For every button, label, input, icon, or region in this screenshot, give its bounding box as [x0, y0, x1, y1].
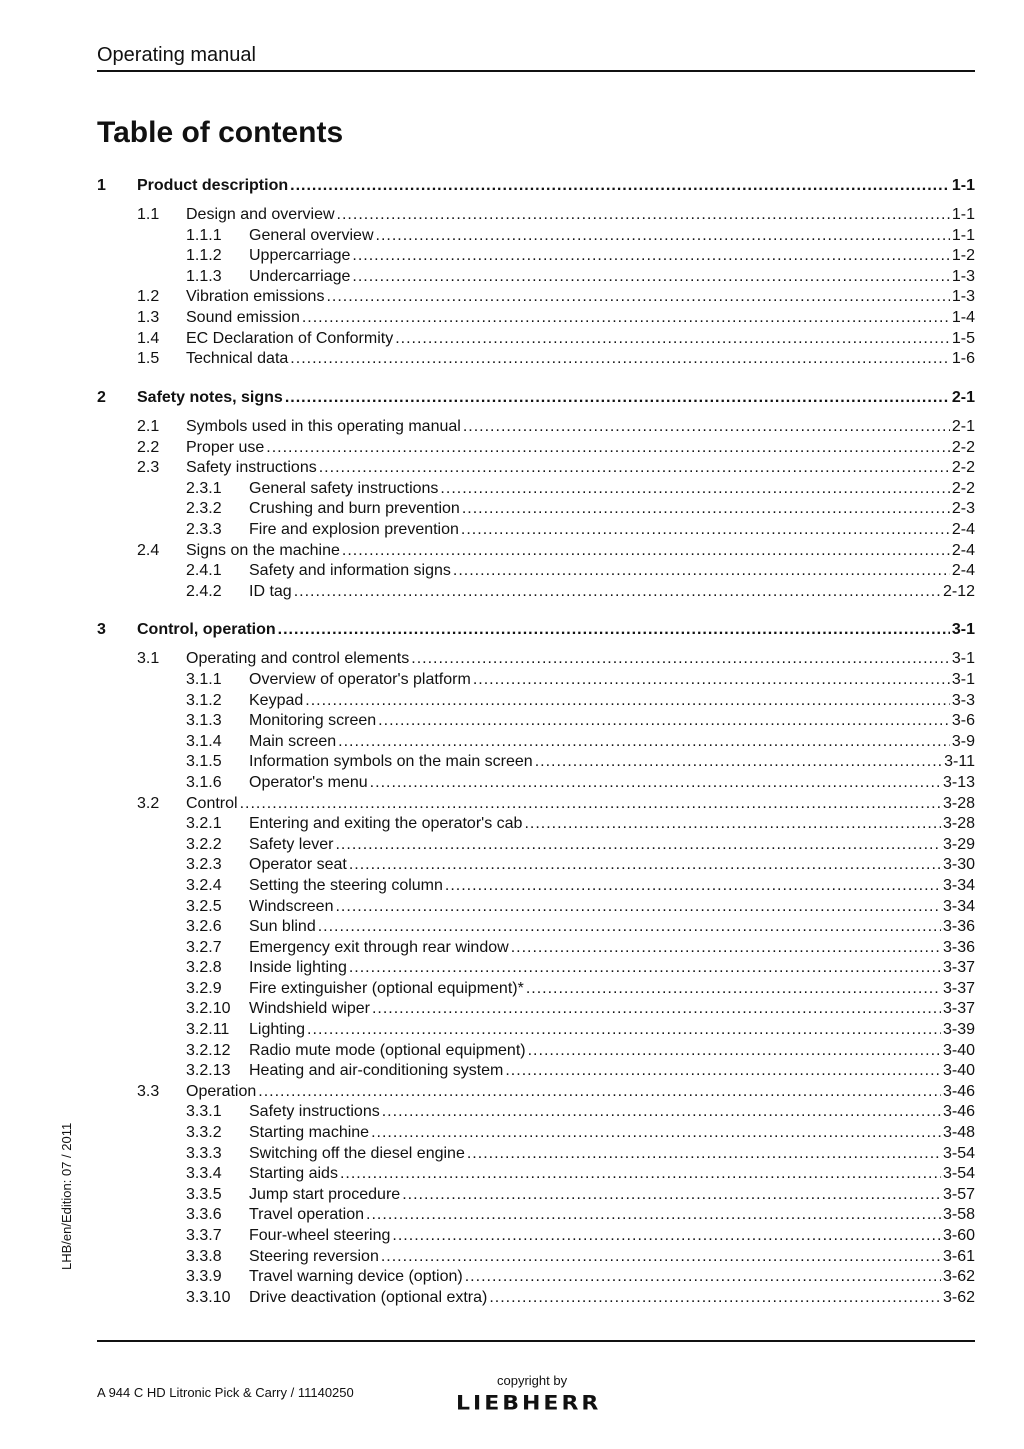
- toc-entry[interactable]: [97, 1185, 975, 1206]
- toc-entry-title: Proper use: [186, 438, 265, 456]
- toc-entry-title: Travel operation: [249, 1206, 365, 1224]
- toc-entry-number: 3.1: [137, 650, 160, 668]
- toc-entry-number: 2.3.2: [186, 500, 222, 518]
- toc-entry-title: Signs on the machine: [186, 541, 340, 559]
- toc-entry-number: 2.4: [137, 541, 160, 559]
- copyright-label: copyright by: [497, 1373, 568, 1388]
- toc-entry-title: Safety notes, signs: [137, 388, 283, 406]
- toc-entry-title: ID tag: [249, 582, 292, 600]
- toc-entry[interactable]: [97, 1226, 975, 1247]
- toc-entry-number: 3.1.4: [186, 732, 222, 750]
- toc-entry[interactable]: [97, 1082, 975, 1103]
- toc-entry-title: Operating and control elements: [186, 650, 410, 668]
- toc-entry-page: 3-57: [942, 1185, 975, 1203]
- toc-entry[interactable]: [97, 979, 975, 1000]
- toc-entry[interactable]: [97, 1205, 975, 1226]
- toc-entry-page: 3-40: [942, 1062, 975, 1080]
- toc-dot-leader: [318, 917, 941, 937]
- toc-entry-page: 3-40: [942, 1041, 975, 1059]
- toc-entry-page: 3-6: [951, 712, 975, 730]
- toc-entry-page: 3-11: [944, 753, 975, 771]
- toc-entry-title: Fire and explosion prevention: [249, 520, 459, 538]
- toc-entry-title: Starting machine: [249, 1124, 370, 1142]
- toc-entry-page: 3-54: [942, 1144, 975, 1162]
- toc-entry[interactable]: [97, 1020, 975, 1041]
- toc-entry-page: 3-34: [942, 897, 975, 915]
- toc-entry[interactable]: [97, 520, 975, 541]
- toc-entry-number: 3.2.8: [186, 959, 222, 977]
- toc-entry-title: Operator seat: [249, 856, 347, 874]
- toc-entry-title: Sun blind: [249, 918, 316, 936]
- toc-entry-number: 1.1.1: [186, 226, 222, 244]
- toc-dot-leader: [462, 499, 950, 519]
- toc-dot-leader: [290, 176, 950, 196]
- toc-entry-number: 3.2.3: [186, 856, 222, 874]
- toc-dot-leader: [511, 938, 941, 958]
- toc-entry-page: 3-62: [942, 1288, 975, 1306]
- toc-entry-page: 3-46: [942, 1103, 975, 1121]
- toc-entry-number: 2.3: [137, 459, 160, 477]
- toc-entry-title: Entering and exiting the operator's cab: [249, 815, 523, 833]
- toc-entry-page: 3-29: [942, 835, 975, 853]
- toc-entry[interactable]: [97, 1041, 975, 1062]
- toc-entry-page: 2-4: [951, 541, 975, 559]
- toc-entry-number: 2.3.3: [186, 520, 222, 538]
- toc-dot-leader: [319, 458, 950, 478]
- toc-entry-page: 1-1: [951, 206, 975, 224]
- toc-entry-page: 3-34: [942, 876, 975, 894]
- toc-dot-leader: [335, 835, 940, 855]
- toc-entry-number: 3.2.10: [186, 1000, 231, 1018]
- toc-dot-leader: [440, 479, 949, 499]
- toc-entry-page: 2-12: [942, 582, 975, 600]
- toc-entry-page: 3-60: [942, 1227, 975, 1244]
- toc-entry-page: 1-1: [951, 177, 975, 194]
- toc-dot-leader: [526, 979, 941, 999]
- header-title: Operating manual: [97, 44, 256, 66]
- toc-entry[interactable]: [97, 649, 975, 670]
- toc-entry-page: 1-3: [951, 267, 975, 285]
- toc-entry[interactable]: [97, 479, 975, 500]
- toc-entry-page: 3-46: [942, 1082, 975, 1100]
- toc-entry[interactable]: [97, 1267, 975, 1288]
- toc-entry[interactable]: [97, 1102, 975, 1123]
- toc-entry[interactable]: [97, 329, 975, 350]
- toc-entry-title: Lighting: [249, 1021, 306, 1039]
- toc-entry-title: Safety instructions: [186, 459, 317, 477]
- toc-entry-title: Keypad: [249, 691, 304, 709]
- toc-entry[interactable]: [97, 691, 975, 712]
- footer-document-id: A 944 C HD Litronic Pick & Carry / 11140250: [97, 1385, 354, 1400]
- toc-dot-leader: [505, 1061, 941, 1081]
- toc-entry[interactable]: [97, 438, 975, 459]
- toc-entry-title: Crushing and burn prevention: [249, 500, 460, 518]
- toc-entry[interactable]: [97, 417, 975, 438]
- toc-entry-number: 3.1.2: [186, 691, 222, 709]
- toc-entry-title: Vibration emissions: [186, 288, 325, 306]
- toc-entry-number: 3.2.7: [186, 938, 222, 956]
- toc-entry-title: General overview: [249, 226, 374, 244]
- toc-entry-page: 2-2: [951, 438, 975, 456]
- toc-entry[interactable]: [97, 1164, 975, 1185]
- toc-dot-leader: [305, 691, 950, 711]
- toc-entry[interactable]: [97, 561, 975, 582]
- toc-entry-page: 3-61: [942, 1247, 975, 1265]
- toc-dot-leader: [402, 1185, 941, 1205]
- toc-entry-number: 3.1.3: [186, 712, 222, 730]
- toc-entry-title: Four-wheel steering: [249, 1227, 391, 1244]
- toc-entry-number: 3.2.11: [186, 1021, 230, 1039]
- toc-dot-leader: [326, 287, 949, 307]
- toc-entry-page: 3-9: [951, 732, 975, 750]
- toc-entry[interactable]: [97, 773, 975, 794]
- toc-entry-title: Emergency exit through rear window: [249, 938, 509, 956]
- toc-dot-leader: [535, 752, 942, 772]
- toc-entry[interactable]: [97, 1288, 975, 1309]
- toc-entry[interactable]: [97, 226, 975, 247]
- toc-entry[interactable]: [97, 246, 975, 267]
- toc-entry-title: Safety instructions: [249, 1103, 380, 1121]
- toc-entry-page: 1-5: [951, 329, 975, 347]
- toc-entry-number: 3.2.13: [186, 1062, 231, 1080]
- toc-entry-number: 1.4: [137, 329, 160, 347]
- toc-dot-leader: [349, 855, 941, 875]
- toc-entry-title: Inside lighting: [249, 959, 347, 977]
- toc-entry-page: 3-13: [942, 773, 975, 791]
- toc-entry-title: Starting aids: [249, 1165, 338, 1183]
- toc-entry-title: Drive deactivation (optional extra): [249, 1288, 488, 1306]
- toc-entry-title: General safety instructions: [249, 479, 439, 497]
- toc-entry-title: Control, operation: [137, 621, 276, 639]
- toc-entry-number: 2.3.1: [186, 479, 222, 497]
- toc-entry-number: 3.3.1: [186, 1103, 222, 1121]
- toc-entry-number: 1.1.3: [186, 267, 222, 285]
- toc-dot-leader: [340, 1164, 941, 1184]
- toc-entry-page: 2-3: [951, 500, 975, 518]
- page-header: [97, 43, 975, 72]
- toc-dot-leader: [528, 1041, 941, 1061]
- toc-entry-title: Symbols used in this operating manual: [186, 417, 461, 435]
- toc-entry[interactable]: [97, 876, 975, 897]
- toc-entry-title: Jump start procedure: [249, 1185, 401, 1203]
- toc-entry-title: Operation: [186, 1082, 257, 1100]
- toc-entry[interactable]: [97, 794, 975, 815]
- toc-entry-title: Safety and information signs: [249, 562, 451, 580]
- toc-dot-leader: [370, 773, 941, 793]
- toc-entry-number: 3.3.10: [186, 1288, 231, 1306]
- toc-dot-leader: [453, 561, 950, 581]
- toc-entry-page: 3-36: [942, 938, 975, 956]
- toc-entry-page: 2-1: [951, 417, 975, 435]
- toc-dot-leader: [489, 1288, 941, 1308]
- footer-divider: [97, 1340, 975, 1342]
- toc-entry-number: 3.3.5: [186, 1185, 222, 1203]
- toc-dot-leader: [467, 1144, 941, 1164]
- toc-entry[interactable]: [97, 1247, 975, 1268]
- toc-entry-number: 3.1.1: [186, 670, 222, 688]
- toc-entry-title: Monitoring screen: [249, 712, 377, 730]
- toc-dot-leader: [371, 1123, 941, 1143]
- toc-entry-page: 3-62: [942, 1268, 975, 1286]
- toc-dot-leader: [372, 999, 941, 1019]
- toc-entry-title: Overview of operator's platform: [249, 670, 471, 688]
- toc-dot-leader: [285, 388, 950, 408]
- toc-entry[interactable]: [97, 582, 975, 603]
- toc-entry-page: 3-1: [951, 650, 975, 668]
- toc-entry-number: 3.2.1: [186, 815, 222, 833]
- toc-entry-title: Windshield wiper: [249, 1000, 370, 1018]
- toc-entry-page: 1-3: [951, 288, 975, 306]
- toc-entry-title: Uppercarriage: [249, 247, 351, 265]
- toc-entry-page: 3-58: [942, 1206, 975, 1224]
- toc-dot-leader: [395, 329, 950, 349]
- toc-dot-leader: [240, 794, 941, 814]
- toc-entry[interactable]: [97, 349, 975, 370]
- toc-entry-page: 3-1: [951, 670, 975, 688]
- toc-entry[interactable]: [97, 388, 975, 409]
- toc-entry[interactable]: [97, 1123, 975, 1144]
- toc-entry-number: 3.3.6: [186, 1206, 222, 1224]
- toc-entry-title: Safety lever: [249, 835, 334, 853]
- toc-entry-number: 1.1: [137, 206, 160, 224]
- toc-entry-number: 1.1.2: [186, 247, 222, 265]
- toc-entry-page: 2-2: [951, 479, 975, 497]
- toc-entry-page: 3-37: [942, 979, 975, 997]
- toc-entry-number: 3.2.4: [186, 876, 222, 894]
- toc-dot-leader: [338, 732, 950, 752]
- toc-entry-page: 3-3: [951, 691, 975, 709]
- toc-entry[interactable]: [97, 458, 975, 479]
- toc-dot-leader: [445, 876, 941, 896]
- toc-entry-number: 2.1: [137, 417, 160, 435]
- toc-entry[interactable]: [97, 205, 975, 226]
- toc-dot-leader: [352, 267, 949, 287]
- toc-entry-title: Undercarriage: [249, 267, 351, 285]
- toc-entry-title: Heating and air-conditioning system: [249, 1062, 504, 1080]
- toc-entry-page: 3-28: [942, 794, 975, 812]
- toc-entry[interactable]: [97, 1144, 975, 1165]
- toc-dot-leader: [342, 541, 950, 561]
- table-of-contents: [97, 176, 975, 1308]
- toc-entry-number: 3.2.5: [186, 897, 222, 915]
- toc-entry-title: Sound emission: [186, 309, 300, 327]
- toc-entry-number: 3.1.6: [186, 773, 222, 791]
- toc-dot-leader: [392, 1226, 941, 1246]
- toc-entry-page: 3-37: [942, 959, 975, 977]
- toc-entry-number: 3.3.3: [186, 1144, 222, 1162]
- toc-dot-leader: [366, 1205, 941, 1225]
- toc-entry[interactable]: [97, 855, 975, 876]
- toc-entry-title: Information symbols on the main screen: [249, 753, 533, 771]
- toc-dot-leader: [266, 438, 950, 458]
- toc-entry-number: 3.1.5: [186, 753, 222, 771]
- toc-dot-leader: [463, 417, 950, 437]
- toc-dot-leader: [381, 1247, 941, 1267]
- toc-entry-number: 3.3: [137, 1082, 160, 1100]
- toc-dot-leader: [258, 1082, 941, 1102]
- toc-entry-number: 1.2: [137, 288, 160, 306]
- toc-entry-number: 3.3.8: [186, 1247, 222, 1265]
- toc-entry-number: 3.3.7: [186, 1227, 222, 1244]
- toc-entry-number: 2: [97, 388, 106, 406]
- toc-entry-title: Operator's menu: [249, 773, 368, 791]
- toc-entry-number: 2.4.1: [186, 562, 222, 580]
- toc-entry-number: 1.5: [137, 350, 160, 368]
- toc-entry-page: 2-4: [951, 562, 975, 580]
- toc-entry[interactable]: [97, 308, 975, 329]
- page-title: Table of contents: [97, 116, 344, 149]
- toc-entry-title: Steering reversion: [249, 1247, 379, 1265]
- toc-dot-leader: [376, 226, 950, 246]
- toc-entry-page: 3-39: [942, 1021, 975, 1039]
- toc-entry[interactable]: [97, 938, 975, 959]
- toc-dot-leader: [302, 308, 950, 328]
- toc-entry-number: 2.2: [137, 438, 160, 456]
- toc-entry-page: 3-54: [942, 1165, 975, 1183]
- toc-entry[interactable]: [97, 711, 975, 732]
- toc-entry[interactable]: [97, 752, 975, 773]
- toc-entry-page: 1-6: [951, 350, 975, 368]
- toc-entry[interactable]: [97, 897, 975, 918]
- liebherr-logo: LIEBHERR: [456, 1392, 602, 1415]
- toc-dot-leader: [352, 246, 949, 266]
- toc-entry-number: 3.2.2: [186, 835, 222, 853]
- toc-entry-number: 1.3: [137, 309, 160, 327]
- toc-dot-leader: [307, 1020, 941, 1040]
- toc-entry-title: Radio mute mode (optional equipment): [249, 1041, 526, 1059]
- toc-entry-title: Switching off the diesel engine: [249, 1144, 465, 1162]
- toc-entry-title: Technical data: [186, 350, 289, 368]
- toc-entry-title: Product description: [137, 177, 289, 194]
- toc-entry-title: EC Declaration of Conformity: [186, 329, 394, 347]
- toc-entry[interactable]: [97, 814, 975, 835]
- toc-entry-page: 3-1: [951, 621, 975, 639]
- toc-entry-number: 3.2.9: [186, 979, 222, 997]
- toc-entry-page: 3-28: [942, 815, 975, 833]
- toc-entry-page: 2-4: [951, 520, 975, 538]
- toc-entry-title: Windscreen: [249, 897, 334, 915]
- toc-entry-title: Control: [186, 794, 238, 812]
- toc-entry[interactable]: [97, 620, 975, 641]
- toc-entry-title: Setting the steering column: [249, 876, 443, 894]
- toc-dot-leader: [278, 620, 950, 640]
- toc-entry[interactable]: [97, 499, 975, 520]
- toc-entry-number: 1: [97, 177, 106, 194]
- edition-note: LHB/en/Edition: 07 / 2011: [59, 1122, 74, 1270]
- toc-dot-leader: [294, 582, 941, 602]
- toc-entry[interactable]: [97, 917, 975, 938]
- toc-dot-leader: [349, 958, 941, 978]
- toc-dot-leader: [378, 711, 950, 731]
- toc-entry[interactable]: [97, 958, 975, 979]
- toc-dot-leader: [290, 349, 950, 369]
- toc-entry-title: Fire extinguisher (optional equipment)*: [249, 979, 524, 997]
- toc-entry-number: 2.4.2: [186, 582, 222, 600]
- toc-entry-page: 1-2: [951, 247, 975, 265]
- toc-entry[interactable]: [97, 541, 975, 562]
- toc-entry-page: 3-48: [942, 1124, 975, 1142]
- toc-entry-number: 3.2.12: [186, 1041, 231, 1059]
- toc-dot-leader: [411, 649, 950, 669]
- toc-entry-page: 2-2: [951, 459, 975, 477]
- toc-entry[interactable]: [97, 732, 975, 753]
- toc-dot-leader: [465, 1267, 941, 1287]
- toc-entry[interactable]: [97, 835, 975, 856]
- toc-entry-number: 3.3.4: [186, 1165, 222, 1183]
- toc-entry-number: 3: [97, 621, 106, 639]
- toc-entry[interactable]: [97, 176, 975, 197]
- toc-entry[interactable]: [97, 670, 975, 691]
- toc-dot-leader: [337, 205, 950, 225]
- toc-dot-leader: [524, 814, 941, 834]
- toc-entry-number: 3.2: [137, 794, 160, 812]
- toc-entry[interactable]: [97, 267, 975, 288]
- toc-entry-number: 3.3.9: [186, 1268, 222, 1286]
- toc-dot-leader: [335, 897, 940, 917]
- toc-entry[interactable]: [97, 1061, 975, 1082]
- toc-dot-leader: [382, 1102, 941, 1122]
- toc-entry-page: 3-36: [942, 918, 975, 936]
- toc-entry-page: 2-1: [951, 388, 975, 406]
- toc-entry-page: 1-1: [951, 226, 975, 244]
- toc-entry-title: Main screen: [249, 732, 337, 750]
- toc-entry[interactable]: [97, 287, 975, 308]
- toc-entry-title: Travel warning device (option): [249, 1268, 463, 1286]
- toc-entry-page: 3-37: [942, 1000, 975, 1018]
- toc-entry-page: 3-30: [942, 856, 975, 874]
- toc-dot-leader: [461, 520, 950, 540]
- toc-entry-number: 3.3.2: [186, 1124, 222, 1142]
- toc-entry-page: 1-4: [951, 309, 975, 327]
- toc-entry-title: Design and overview: [186, 206, 335, 224]
- toc-dot-leader: [473, 670, 950, 690]
- toc-entry[interactable]: [97, 999, 975, 1020]
- toc-entry-number: 3.2.6: [186, 918, 222, 936]
